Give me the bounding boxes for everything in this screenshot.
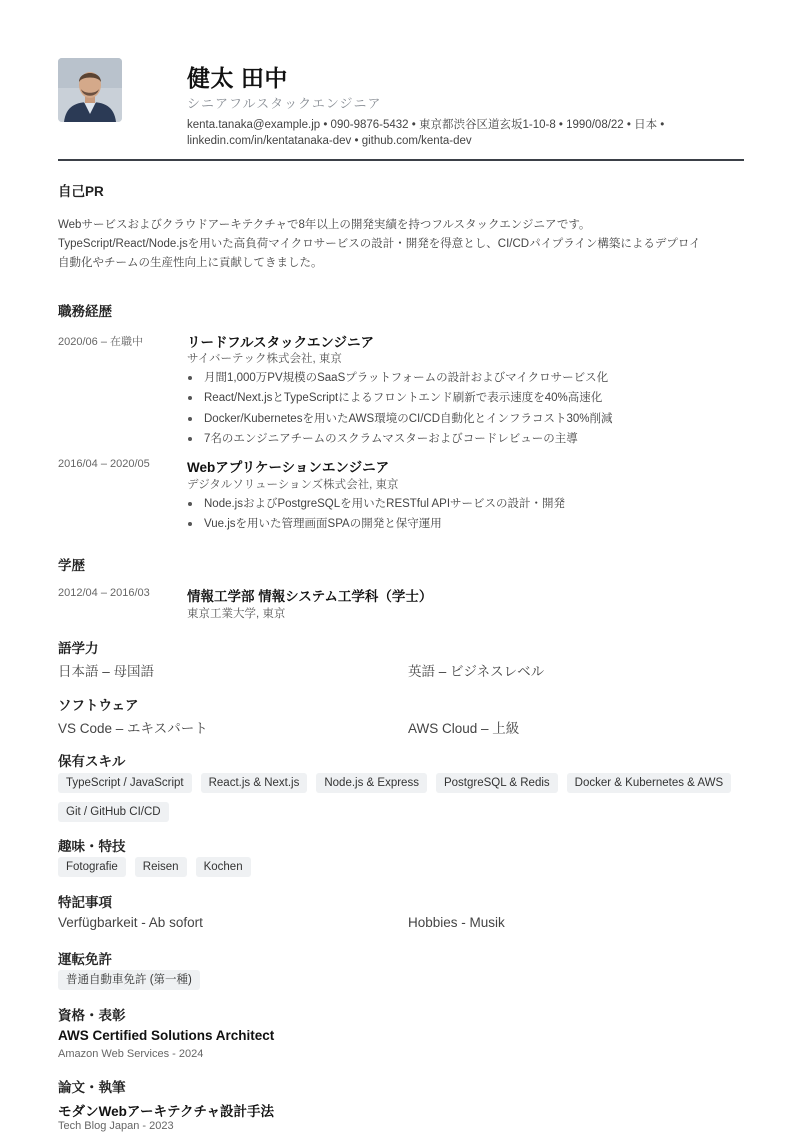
certification-issuer: Amazon Web Services - 2024 <box>58 1048 204 1060</box>
education-school: 東京工業大学, 東京 <box>187 608 286 620</box>
job-bullet: Node.jsおよびPostgreSQLを用いたRESTful APIサービスの設計・開発 <box>187 494 565 514</box>
job-bullet: 月間1,000万PV規模のSaaSプラットフォームの設計およびマイクロサービス化 <box>187 368 613 388</box>
section-heading-certifications: 資格・表彰 <box>58 1008 126 1023</box>
publication-source: Tech Blog Japan - 2023 <box>58 1120 174 1132</box>
skill-chip: Git / GitHub CI/CD <box>58 802 169 822</box>
job-bullet: Vue.jsを用いた管理画面SPAの開発と保守運用 <box>187 514 565 534</box>
license-chip-list <box>58 970 758 990</box>
summary-line: 自動化やチームの生産性向上に貢献してきました。 <box>58 257 323 269</box>
hobby-chip: Fotografie <box>58 857 126 877</box>
education-date: 2012/04 – 2016/03 <box>58 587 150 599</box>
job-company: サイバーテック株式会社, 東京 <box>187 353 342 365</box>
skills-chip-list <box>58 773 758 822</box>
software-item: AWS Cloud – 上級 <box>408 721 520 736</box>
hobby-chip: Reisen <box>135 857 187 877</box>
language-item: 日本語 – 母国語 <box>58 664 155 679</box>
section-heading-skills: 保有スキル <box>58 754 126 769</box>
software-item: VS Code – エキスパート <box>58 721 208 736</box>
skill-chip: Docker & Kubernetes & AWS <box>567 773 732 793</box>
contact-line: linkedin.com/in/kentatanaka-dev • github.com/kenta-dev <box>187 135 472 147</box>
skill-chip: PostgreSQL & Redis <box>436 773 558 793</box>
job-title: リードフルスタックエンジニア <box>187 335 375 350</box>
education-degree: 情報工学部 情報システム工学科（学士） <box>187 589 433 604</box>
job-company: デジタルソリューションズ株式会社, 東京 <box>187 479 399 491</box>
job-date: 2020/06 – 在職中 <box>58 336 143 348</box>
skill-chip: React.js & Next.js <box>201 773 308 793</box>
profile-photo <box>58 58 122 122</box>
job-bullet: React/Next.jsとTypeScriptによるフロントエンド刷新で表示速度を40%高速化 <box>187 388 613 408</box>
job-bullet: 7名のエンジニアチームのスクラムマスターおよびコードレビューの主導 <box>187 429 613 449</box>
section-heading-education: 学歴 <box>58 558 85 573</box>
publication-title: モダンWebアーキテクチャ設計手法 <box>58 1104 275 1119</box>
summary-text <box>58 216 748 273</box>
section-heading-software: ソフトウェア <box>58 698 139 713</box>
job-title-heading: シニアフルスタックエンジニア <box>187 96 382 111</box>
section-heading-publications: 論文・執筆 <box>58 1080 126 1095</box>
job-bullet: Docker/Kubernetesを用いたAWS環境のCI/CD自動化とインフラコスト30%削減 <box>187 409 613 429</box>
section-heading-license: 運転免許 <box>58 952 112 967</box>
contact-info <box>187 117 727 149</box>
summary-line: TypeScript/React/Node.jsを用いた高負荷マイクロサービスの設計・開発を得意とし、CI/CDパイプライン構築によるデプロイ <box>58 238 701 250</box>
contact-line: kenta.tanaka@example.jp • 090-9876-5432 • 東京都渋谷区道玄坂1-10-8 • 1990/08/22 • 日本 • <box>187 119 665 131</box>
candidate-name: 健太 田中 <box>187 65 288 91</box>
skill-chip: TypeScript / JavaScript <box>58 773 192 793</box>
skill-chip: Node.js & Express <box>316 773 427 793</box>
portrait-image <box>58 58 122 122</box>
job-title: Webアプリケーションエンジニア <box>187 460 390 475</box>
language-item: 英語 – ビジネスレベル <box>408 664 545 679</box>
note-item: Verfügbarkeit - Ab sofort <box>58 915 203 930</box>
hobby-chip: Kochen <box>196 857 251 877</box>
job-bullet-list <box>187 494 565 535</box>
section-heading-summary: 自己PR <box>58 184 104 199</box>
header-divider <box>58 159 744 161</box>
section-heading-hobbies: 趣味・特技 <box>58 839 126 854</box>
license-chip: 普通自動車免許 (第一種) <box>58 970 200 990</box>
job-date: 2016/04 – 2020/05 <box>58 458 150 470</box>
note-item: Hobbies - Musik <box>408 915 505 930</box>
summary-line: Webサービスおよびクラウドアーキテクチャで8年以上の開発実績を持つフルスタックエンジニアです。 <box>58 219 591 231</box>
section-heading-experience: 職務経歴 <box>58 304 112 319</box>
hobbies-chip-list <box>58 857 758 877</box>
section-heading-languages: 語学力 <box>58 641 99 656</box>
job-bullet-list <box>187 368 613 449</box>
section-heading-notes: 特記事項 <box>58 895 112 910</box>
certification-title: AWS Certified Solutions Architect <box>58 1028 275 1043</box>
